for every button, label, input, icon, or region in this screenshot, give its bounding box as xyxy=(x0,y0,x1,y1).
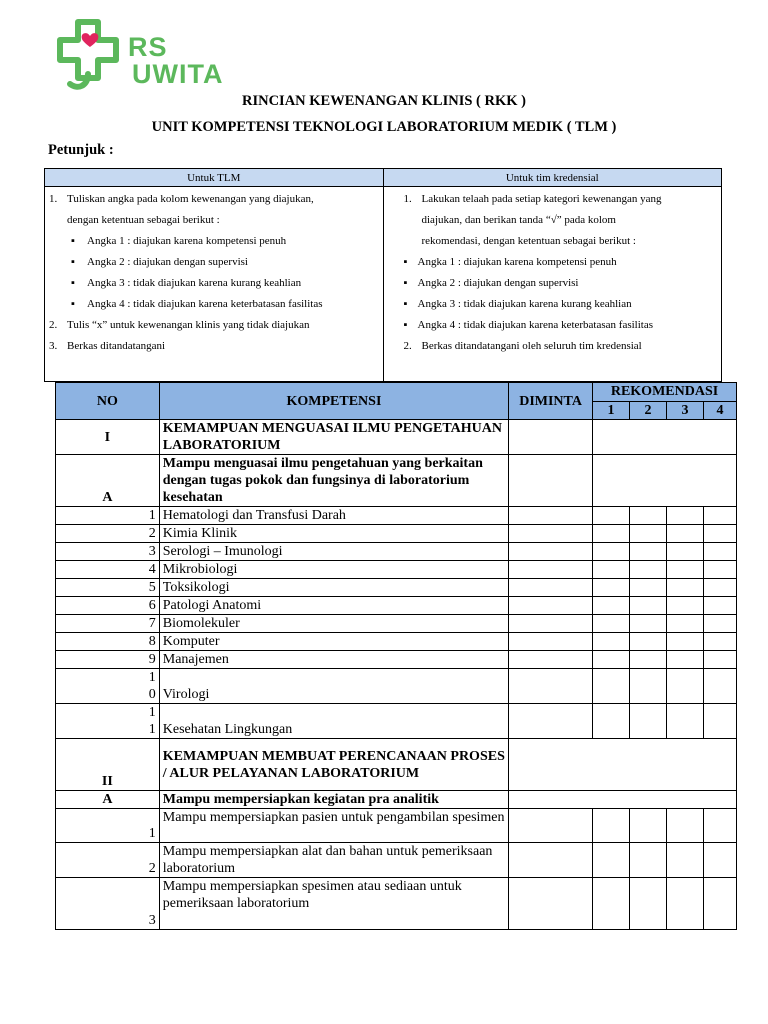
instr-header-tlm: Untuk TLM xyxy=(45,169,384,187)
item-text: Hematologi dan Transfusi Darah xyxy=(159,507,508,525)
col-header-rek-1: 1 xyxy=(593,401,630,420)
col-header-rek-2: 2 xyxy=(630,401,667,420)
instr-kred-b4: Angka 4 : tidak diajukan karena keterbatasan fasilitas xyxy=(417,319,653,331)
rekomendasi-1-cell[interactable] xyxy=(593,878,630,930)
rekomendasi-2-cell[interactable] xyxy=(630,633,667,651)
rekomendasi-3-cell[interactable] xyxy=(667,525,704,543)
rekomendasi-2-cell[interactable] xyxy=(630,525,667,543)
rekomendasi-3-cell[interactable] xyxy=(667,843,704,878)
competency-row xyxy=(56,507,737,525)
rekomendasi-4-cell[interactable] xyxy=(703,669,736,704)
item-text: Komputer xyxy=(159,633,508,651)
rekomendasi-4-cell[interactable] xyxy=(703,615,736,633)
rekomendasi-1-cell[interactable] xyxy=(593,843,630,878)
logo-text-rs: RS xyxy=(128,32,168,62)
rekomendasi-1-cell[interactable] xyxy=(593,525,630,543)
rekomendasi-4-cell[interactable] xyxy=(703,597,736,615)
competency-row xyxy=(56,633,737,651)
competency-row xyxy=(56,878,737,930)
col-header-rekomendasi: REKOMENDASI xyxy=(593,383,737,402)
rekomendasi-3-cell[interactable] xyxy=(667,878,704,930)
item-number: 3 xyxy=(56,543,160,561)
rekomendasi-3-cell[interactable] xyxy=(667,669,704,704)
item-number: 2 xyxy=(56,843,160,878)
diminta-cell[interactable] xyxy=(509,579,593,597)
competency-row xyxy=(56,669,737,704)
item-number: 1 1 xyxy=(56,704,160,739)
diminta-cell[interactable] xyxy=(509,633,593,651)
competency-row xyxy=(56,579,737,597)
item-number: 9 xyxy=(56,651,160,669)
col-header-kompetensi: KOMPETENSI xyxy=(159,383,508,420)
instr-tlm-b3: Angka 3 : tidak diajukan karena kurang keahlian xyxy=(87,277,302,289)
rekomendasi-3-cell[interactable] xyxy=(667,507,704,525)
instr-kred-p2: Berkas ditandatangani oleh seluruh tim kredensial xyxy=(421,340,642,352)
item-number: 2 xyxy=(56,525,160,543)
instr-kred-b2: Angka 2 : diajukan dengan supervisi xyxy=(417,277,579,289)
rekomendasi-2-cell[interactable] xyxy=(630,809,667,843)
item-text: Mampu mempersiapkan alat dan bahan untuk pemeriksaan laboratorium xyxy=(159,843,508,878)
rekomendasi-3-cell[interactable] xyxy=(667,597,704,615)
rekomendasi-cell[interactable] xyxy=(593,420,737,455)
rekomendasi-2-cell[interactable] xyxy=(630,543,667,561)
rekomendasi-1-cell[interactable] xyxy=(593,597,630,615)
instructions-label: Petunjuk : xyxy=(48,142,114,158)
instr-kredensial-cell: 1. Lakukan telaah pada setiap kategori kewenangan yang diajukan, dan berikan tanda “√” pada kolom rekomendasi, dengan ketentuan sebagai berikut : ▪ Angka 1 : diajukan karena kompetensi penuh ▪ Angka 2 : diajukan dengan supervisi ▪ Angka 3 : tidak diajukan karena kurang keahlian ▪ Angka 4 : tidak diajukan karena keterbatasan fasilitas 2. Berkas ditandatangani oleh seluruh tim kredensial xyxy=(383,187,722,382)
rekomendasi-1-cell[interactable] xyxy=(593,704,630,739)
rekomendasi-4-cell[interactable] xyxy=(703,561,736,579)
item-text: Serologi – Imunologi xyxy=(159,543,508,561)
rekomendasi-1-cell[interactable] xyxy=(593,507,630,525)
hospital-logo xyxy=(50,16,224,94)
diminta-cell[interactable] xyxy=(509,420,593,455)
competency-table xyxy=(55,382,737,930)
rekomendasi-3-cell[interactable] xyxy=(667,579,704,597)
diminta-cell[interactable] xyxy=(509,669,593,704)
diminta-cell[interactable] xyxy=(509,543,593,561)
item-text: Mikrobiologi xyxy=(159,561,508,579)
rekomendasi-4-cell[interactable] xyxy=(703,507,736,525)
section-number: II xyxy=(56,739,160,791)
instr-kred-p1b: diajukan, dan berikan tanda “√” pada kolom xyxy=(421,214,616,226)
rekomendasi-3-cell[interactable] xyxy=(667,704,704,739)
instr-tlm-p1a: Tuliskan angka pada kolom kewenangan yang diajukan, xyxy=(67,193,314,205)
rekomendasi-4-cell[interactable] xyxy=(703,843,736,878)
instr-kred-p1c: rekomendasi, dengan ketentuan sebagai berikut : xyxy=(421,235,636,247)
empty-cell xyxy=(509,791,737,809)
rekomendasi-3-cell[interactable] xyxy=(667,809,704,843)
rekomendasi-1-cell[interactable] xyxy=(593,651,630,669)
item-number: 7 xyxy=(56,615,160,633)
subsection-title: Mampu mempersiapkan kegiatan pra analitik xyxy=(159,791,508,809)
empty-cell xyxy=(509,739,737,791)
items-group-2 xyxy=(56,809,737,930)
rekomendasi-4-cell[interactable] xyxy=(703,651,736,669)
section-title: KEMAMPUAN MENGUASAI ILMU PENGETAHUAN LABORATORIUM xyxy=(159,420,508,455)
rekomendasi-4-cell[interactable] xyxy=(703,579,736,597)
rekomendasi-3-cell[interactable] xyxy=(667,633,704,651)
competency-row xyxy=(56,543,737,561)
diminta-cell[interactable] xyxy=(509,651,593,669)
item-number: 8 xyxy=(56,633,160,651)
competency-row xyxy=(56,651,737,669)
competency-row xyxy=(56,843,737,878)
logo-text-uwita: UWITA xyxy=(132,59,224,89)
rekomendasi-4-cell[interactable] xyxy=(703,704,736,739)
document-subtitle: UNIT KOMPETENSI TEKNOLOGI LABORATORIUM MEDIK ( TLM ) xyxy=(151,119,617,135)
diminta-cell[interactable] xyxy=(509,507,593,525)
instr-tlm-cell: 1. Tuliskan angka pada kolom kewenangan yang diajukan, dengan ketentuan sebagai berikut : ▪ Angka 1 : diajukan karena kompetensi penuh ▪ Angka 2 : diajukan dengan supervisi ▪ Angka 3 : tidak diajukan karena kurang keahlian ▪ Angka 4 : tidak diajukan karena keterbatasan fasilitas 2. Tulis “x” untuk kewenangan klinis yang tidak diajukan 3. Berkas ditandatangani xyxy=(45,187,384,382)
diminta-cell[interactable] xyxy=(509,525,593,543)
diminta-cell[interactable] xyxy=(509,878,593,930)
instr-tlm-b1: Angka 1 : diajukan karena kompetensi penuh xyxy=(87,235,287,247)
competency-row xyxy=(56,525,737,543)
rekomendasi-1-cell[interactable] xyxy=(593,809,630,843)
instr-header-kredensial: Untuk tim kredensial xyxy=(383,169,722,187)
item-number: 1 0 xyxy=(56,669,160,704)
competency-row xyxy=(56,615,737,633)
item-text: Biomolekuler xyxy=(159,615,508,633)
col-header-no: NO xyxy=(56,383,160,420)
rekomendasi-4-cell[interactable] xyxy=(703,525,736,543)
diminta-cell[interactable] xyxy=(509,455,593,507)
diminta-cell[interactable] xyxy=(509,704,593,739)
rekomendasi-4-cell[interactable] xyxy=(703,543,736,561)
rekomendasi-1-cell[interactable] xyxy=(593,615,630,633)
rekomendasi-2-cell[interactable] xyxy=(630,704,667,739)
diminta-cell[interactable] xyxy=(509,809,593,843)
subsection-letter: A xyxy=(56,791,160,809)
competency-row xyxy=(56,561,737,579)
rekomendasi-2-cell[interactable] xyxy=(630,843,667,878)
item-number: 4 xyxy=(56,561,160,579)
rekomendasi-1-cell[interactable] xyxy=(593,543,630,561)
rekomendasi-1-cell[interactable] xyxy=(593,561,630,579)
rekomendasi-3-cell[interactable] xyxy=(667,651,704,669)
col-header-rek-3: 3 xyxy=(667,401,704,420)
instr-tlm-p2: Tulis “x” untuk kewenangan klinis yang tidak diajukan xyxy=(67,319,310,331)
diminta-cell[interactable] xyxy=(509,843,593,878)
instr-tlm-b4: Angka 4 : tidak diajukan karena keterbatasan fasilitas xyxy=(87,298,323,310)
cross-heart-logo-icon xyxy=(50,16,130,94)
instr-kred-b3: Angka 3 : tidak diajukan karena kurang keahlian xyxy=(417,298,632,310)
rekomendasi-2-cell[interactable] xyxy=(630,597,667,615)
section-title: KEMAMPUAN MEMBUAT PERENCANAAN PROSES / ALUR PELAYANAN LABORATORIUM xyxy=(159,739,508,791)
instr-tlm-p1b: dengan ketentuan sebagai berikut : xyxy=(67,214,220,226)
rekomendasi-1-cell[interactable] xyxy=(593,633,630,651)
rekomendasi-2-cell[interactable] xyxy=(630,579,667,597)
item-text: Patologi Anatomi xyxy=(159,597,508,615)
section-number: I xyxy=(56,420,160,455)
items-group-1 xyxy=(56,507,737,739)
diminta-cell[interactable] xyxy=(509,561,593,579)
rekomendasi-1-cell[interactable] xyxy=(593,579,630,597)
item-text: Virologi xyxy=(159,669,508,704)
col-header-diminta: DIMINTA xyxy=(509,383,593,420)
instr-tlm-p3: Berkas ditandatangani xyxy=(67,340,166,352)
diminta-cell[interactable] xyxy=(509,615,593,633)
item-number: 1 xyxy=(56,809,160,843)
competency-row xyxy=(56,809,737,843)
rekomendasi-3-cell[interactable] xyxy=(667,615,704,633)
rekomendasi-4-cell[interactable] xyxy=(703,878,736,930)
item-text: Toksikologi xyxy=(159,579,508,597)
rekomendasi-3-cell[interactable] xyxy=(667,543,704,561)
rekomendasi-cell[interactable] xyxy=(593,455,737,507)
item-number: 3 xyxy=(56,878,160,930)
competency-row xyxy=(56,704,737,739)
rekomendasi-1-cell[interactable] xyxy=(593,669,630,704)
rekomendasi-2-cell[interactable] xyxy=(630,878,667,930)
competency-row xyxy=(56,597,737,615)
subsection-letter: A xyxy=(56,455,160,507)
instr-kred-p1a: Lakukan telaah pada setiap kategori kewenangan yang xyxy=(421,193,662,205)
item-text: Mampu mempersiapkan pasien untuk pengambilan spesimen xyxy=(159,809,508,843)
col-header-rek-4: 4 xyxy=(703,401,736,420)
rekomendasi-2-cell[interactable] xyxy=(630,615,667,633)
instr-tlm-b2: Angka 2 : diajukan dengan supervisi xyxy=(87,256,248,268)
item-number: 6 xyxy=(56,597,160,615)
item-text: Kimia Klinik xyxy=(159,525,508,543)
subsection-title: Mampu menguasai ilmu pengetahuan yang berkaitan dengan tugas pokok dan fungsinya di laboratorium kesehatan xyxy=(159,455,508,507)
item-number: 1 xyxy=(56,507,160,525)
instructions-table xyxy=(44,168,722,382)
rekomendasi-2-cell[interactable] xyxy=(630,507,667,525)
diminta-cell[interactable] xyxy=(509,597,593,615)
item-text: Mampu mempersiapkan spesimen atau sediaan untuk pemeriksaan laboratorium xyxy=(159,878,508,930)
rekomendasi-2-cell[interactable] xyxy=(630,561,667,579)
rekomendasi-2-cell[interactable] xyxy=(630,651,667,669)
rekomendasi-3-cell[interactable] xyxy=(667,561,704,579)
instr-kred-b1: Angka 1 : diajukan karena kompetensi penuh xyxy=(417,256,617,268)
rekomendasi-4-cell[interactable] xyxy=(703,809,736,843)
rekomendasi-4-cell[interactable] xyxy=(703,633,736,651)
item-text: Kesehatan Lingkungan xyxy=(159,704,508,739)
item-text: Manajemen xyxy=(159,651,508,669)
rekomendasi-2-cell[interactable] xyxy=(630,669,667,704)
item-number: 5 xyxy=(56,579,160,597)
document-title: RINCIAN KEWENANGAN KLINIS ( RKK ) xyxy=(242,93,526,109)
